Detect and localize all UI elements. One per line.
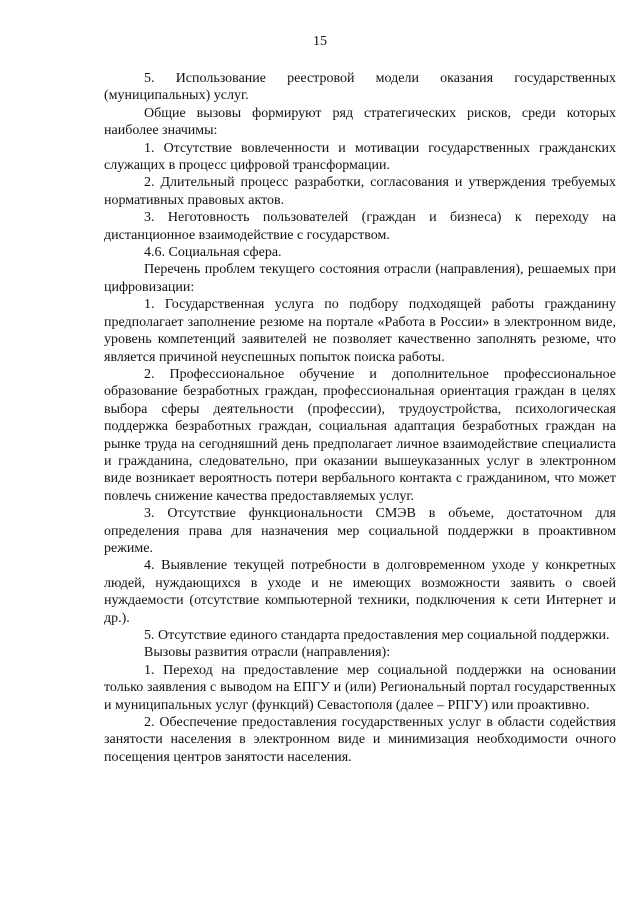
paragraph-problems-intro: Перечень проблем текущего состояния отрасли (направления), решаемых при цифровизации:: [104, 262, 616, 295]
paragraph-problem-2: 2. Профессиональное обучение и дополнительное профессиональное образование безработных граждан, профессиональная ориентация граждан в целях выбора сферы деятельности (профессии), трудоустройства, психологическая поддержка безработных граждан, социальная адаптация безработных граждан на рынке труда на сегодняшний день предполагает личное взаимодействие специалиста и гражданина, следовательно, при оказании вышеуказанных услуг в электронном виде возникает вероятность потери вербального контакта с гражданином, что может повлечь снижение качества предоставляемых услуг.: [104, 366, 616, 504]
paragraph-risk-2: 2. Длительный процесс разработки, согласования и утверждения требуемых нормативных правовых актов.: [104, 175, 616, 208]
paragraph-problem-4: 4. Выявление текущей потребности в долговременном уходе у конкретных людей, нуждающихся в уходе и не имеющих возможности заявить о своей нуждаемости (отсутствие компьютерной техники, подключения к сети Интернет и др.).: [104, 558, 616, 626]
section-heading-social-sphere: 4.6. Социальная сфера.: [144, 245, 282, 261]
paragraph-risk-3: 3. Неготовность пользователей (граждан и бизнеса) к переходу на дистанционное взаимодействие с государством.: [104, 210, 616, 243]
paragraph-challenge-1: 1. Переход на предоставление мер социальной поддержки на основании только заявления с выводом на ЕПГУ и (или) Региональный портал государственных и муниципальных услуг (функций) Севастополя (далее – РПГУ) или проактивно.: [104, 662, 616, 713]
page-number: 15: [313, 34, 327, 49]
paragraph-strategic-risks-intro: Общие вызовы формируют ряд стратегических рисков, среди которых наиболее значимы:: [104, 105, 616, 139]
paragraph-challenges-intro: Вызовы развития отрасли (направления):: [144, 645, 391, 661]
paragraph-problem-5: 5. Отсутствие единого стандарта предоставления мер социальной поддержки.: [144, 628, 610, 643]
paragraph-problem-1: 1. Государственная услуга по подбору подходящей работы гражданину предполагает заполнение резюме на портале «Работа в России» в электронном виде, уровень компетенций заявителей не позволяет качественно заполнять резюме, что является причиной неуспешных попыток поиска работы.: [104, 297, 616, 365]
paragraph-challenge-2: 2. Обеспечение предоставления государственных услуг в области содействия занятости населения в электронном виде и минимизация необходимости очного посещения центров занятости населения.: [104, 715, 616, 765]
paragraph-problem-3: 3. Отсутствие функциональности СМЭВ в объеме, достаточном для определения права для назначения мер социальной поддержки в проактивном режиме.: [104, 506, 616, 556]
paragraph-registry-model: 5. Использование реестровой модели оказания государственных (муниципальных) услуг.: [104, 71, 616, 104]
body-text: [104, 70, 616, 766]
paragraph-risk-1: 1. Отсутствие вовлеченности и мотивации государственных гражданских служащих в процесс цифровой трансформации.: [104, 140, 616, 174]
